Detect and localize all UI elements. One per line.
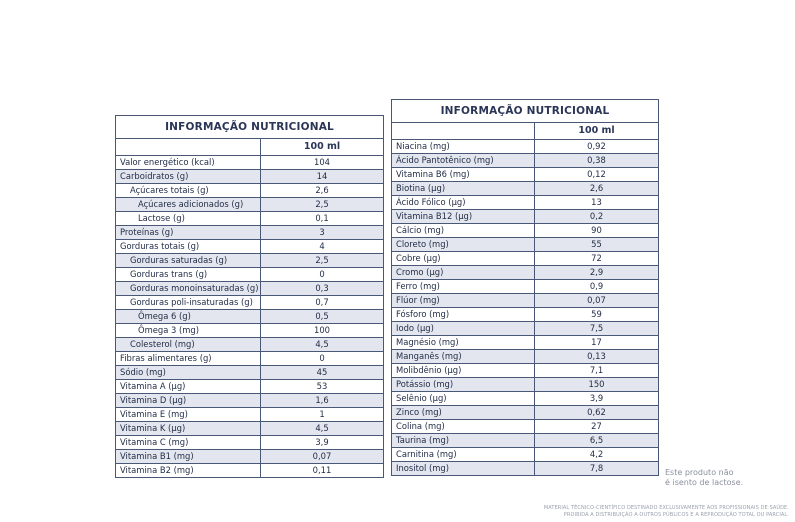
nutrient-value: 0 — [261, 352, 384, 366]
nutrient-value: 2,6 — [261, 184, 384, 198]
nutrient-value: 17 — [535, 336, 659, 350]
table-row — [116, 394, 384, 408]
nutrient-label: Niacina (mg) — [392, 140, 535, 154]
table-row — [116, 422, 384, 436]
nutrient-label: Gorduras totais (g) — [116, 240, 261, 254]
nutrient-value: 2,5 — [261, 254, 384, 268]
nutrient-value: 59 — [535, 308, 659, 322]
table-row — [392, 140, 659, 154]
header-blank — [392, 123, 535, 140]
nutrient-label: Iodo (μg) — [392, 322, 535, 336]
table-title: INFORMAÇÃO NUTRICIONAL — [392, 100, 659, 123]
nutrient-value: 14 — [261, 170, 384, 184]
table-row — [116, 352, 384, 366]
nutrient-value: 0,2 — [535, 210, 659, 224]
nutrient-label: Lactose (g) — [116, 212, 261, 226]
table-row — [392, 210, 659, 224]
nutrient-value: 2,6 — [535, 182, 659, 196]
nutrient-label: Sódio (mg) — [116, 366, 261, 380]
nutrient-value: 0,13 — [535, 350, 659, 364]
nutrient-label: Flúor (mg) — [392, 294, 535, 308]
table-row — [392, 224, 659, 238]
nutrient-label: Ácido Pantotênico (mg) — [392, 154, 535, 168]
table-row — [116, 450, 384, 464]
table-row — [116, 464, 384, 478]
table-row — [116, 408, 384, 422]
table-row — [116, 296, 384, 310]
nutrient-label: Inositol (mg) — [392, 462, 535, 476]
nutrient-value: 0,11 — [261, 464, 384, 478]
nutrient-label: Selênio (μg) — [392, 392, 535, 406]
column-header: 100 ml — [535, 123, 659, 140]
nutrient-value: 2,5 — [261, 198, 384, 212]
nutrient-value: 0,7 — [261, 296, 384, 310]
nutrient-value: 3,9 — [261, 436, 384, 450]
nutrient-label: Colina (mg) — [392, 420, 535, 434]
nutrient-value: 90 — [535, 224, 659, 238]
nutrient-label: Açúcares adicionados (g) — [116, 198, 261, 212]
table-title: INFORMAÇÃO NUTRICIONAL — [116, 116, 384, 139]
nutrient-label: Vitamina B2 (mg) — [116, 464, 261, 478]
nutrient-value: 0 — [261, 268, 384, 282]
nutrient-label: Gorduras saturadas (g) — [116, 254, 261, 268]
nutrient-value: 100 — [261, 324, 384, 338]
table-row — [116, 226, 384, 240]
table-row — [392, 182, 659, 196]
table-row — [392, 154, 659, 168]
nutrition-table-left — [115, 115, 384, 478]
nutrient-value: 150 — [535, 378, 659, 392]
nutrient-label: Ômega 3 (mg) — [116, 324, 261, 338]
nutrient-label: Molibdênio (μg) — [392, 364, 535, 378]
nutrient-label: Ferro (mg) — [392, 280, 535, 294]
nutrient-value: 3 — [261, 226, 384, 240]
nutrient-value: 0,92 — [535, 140, 659, 154]
table-row — [116, 212, 384, 226]
nutrient-label: Carnitina (mg) — [392, 448, 535, 462]
table-row — [116, 240, 384, 254]
disclaimer-footer — [544, 505, 789, 518]
nutrient-value: 4 — [261, 240, 384, 254]
table-row — [392, 322, 659, 336]
table-row — [392, 294, 659, 308]
nutrient-value: 4,5 — [261, 422, 384, 436]
nutrient-value: 0,62 — [535, 406, 659, 420]
nutrient-value: 7,5 — [535, 322, 659, 336]
table-row — [392, 238, 659, 252]
table-row — [116, 156, 384, 170]
nutrient-label: Valor energético (kcal) — [116, 156, 261, 170]
table-row — [116, 310, 384, 324]
table-row — [392, 462, 659, 476]
lactose-note-line2: é isento de lactose. — [665, 478, 744, 487]
table-row — [392, 308, 659, 322]
table-row — [116, 436, 384, 450]
nutrient-label: Biotina (μg) — [392, 182, 535, 196]
nutrient-label: Vitamina B1 (mg) — [116, 450, 261, 464]
table-row — [116, 268, 384, 282]
nutrient-value: 0,1 — [261, 212, 384, 226]
lactose-note — [665, 468, 743, 488]
nutrient-label: Vitamina C (mg) — [116, 436, 261, 450]
nutrient-value: 53 — [261, 380, 384, 394]
nutrient-label: Carboidratos (g) — [116, 170, 261, 184]
nutrient-value: 1,6 — [261, 394, 384, 408]
nutrient-label: Gorduras trans (g) — [116, 268, 261, 282]
nutrient-label: Açúcares totais (g) — [116, 184, 261, 198]
nutrient-label: Fósforo (mg) — [392, 308, 535, 322]
nutrient-value: 1 — [261, 408, 384, 422]
nutrient-label: Ácido Fólico (μg) — [392, 196, 535, 210]
table-row — [116, 170, 384, 184]
nutrient-value: 27 — [535, 420, 659, 434]
table-row — [392, 406, 659, 420]
nutrient-value: 0,9 — [535, 280, 659, 294]
disclaimer-line1: MATERIAL TÉCNICO-CIENTÍFICO DESTINADO EXCLUSIVAMENTE AOS PROFISSIONAIS DE SAÚDE. — [543, 505, 789, 511]
nutrient-label: Vitamina B6 (mg) — [392, 168, 535, 182]
nutrient-label: Vitamina K (μg) — [116, 422, 261, 436]
table-row — [392, 168, 659, 182]
nutrient-label: Gorduras monoinsaturadas (g) — [116, 282, 261, 296]
nutrient-label: Cálcio (mg) — [392, 224, 535, 238]
table-row — [392, 448, 659, 462]
nutrient-label: Fibras alimentares (g) — [116, 352, 261, 366]
nutrient-value: 6,5 — [535, 434, 659, 448]
nutrient-label: Potássio (mg) — [392, 378, 535, 392]
nutrient-value: 72 — [535, 252, 659, 266]
table-row — [392, 378, 659, 392]
nutrient-label: Taurina (mg) — [392, 434, 535, 448]
lactose-note-line1: Este produto não — [665, 468, 734, 477]
nutrient-value: 4,5 — [261, 338, 384, 352]
header-blank — [116, 139, 261, 156]
nutrient-label: Vitamina D (μg) — [116, 394, 261, 408]
nutrient-value: 0,5 — [261, 310, 384, 324]
table-row — [116, 324, 384, 338]
nutrient-value: 104 — [261, 156, 384, 170]
table-row — [392, 364, 659, 378]
nutrient-label: Gorduras poli-insaturadas (g) — [116, 296, 261, 310]
nutrition-table-right — [391, 99, 659, 476]
nutrient-label: Colesterol (mg) — [116, 338, 261, 352]
table-row — [392, 252, 659, 266]
table-row — [392, 420, 659, 434]
table-row — [392, 434, 659, 448]
nutrient-label: Manganês (mg) — [392, 350, 535, 364]
table-row — [392, 266, 659, 280]
nutrient-label: Proteínas (g) — [116, 226, 261, 240]
nutrient-value: 3,9 — [535, 392, 659, 406]
table-row — [116, 198, 384, 212]
nutrient-value: 7,8 — [535, 462, 659, 476]
nutrient-label: Cobre (μg) — [392, 252, 535, 266]
nutrient-label: Vitamina E (mg) — [116, 408, 261, 422]
nutrient-value: 7,1 — [535, 364, 659, 378]
nutrient-value: 0,07 — [261, 450, 384, 464]
table-row — [116, 254, 384, 268]
nutrient-value: 4,2 — [535, 448, 659, 462]
table-row — [392, 350, 659, 364]
nutrient-value: 45 — [261, 366, 384, 380]
table-row — [116, 366, 384, 380]
column-header: 100 ml — [261, 139, 384, 156]
nutrient-label: Vitamina B12 (μg) — [392, 210, 535, 224]
nutrient-value: 0,38 — [535, 154, 659, 168]
nutrient-label: Ômega 6 (g) — [116, 310, 261, 324]
table-row — [392, 280, 659, 294]
table-row — [116, 282, 384, 296]
table-row — [116, 338, 384, 352]
disclaimer-line2: PROIBIDA A DISTRIBUIÇÃO A OUTROS PÚBLICOS E A REPRODUÇÃO TOTAL OU PARCIAL. — [563, 511, 789, 518]
nutrient-label: Magnésio (mg) — [392, 336, 535, 350]
nutrient-label: Cromo (μg) — [392, 266, 535, 280]
nutrient-value: 13 — [535, 196, 659, 210]
table-row — [392, 196, 659, 210]
nutrient-label: Vitamina A (μg) — [116, 380, 261, 394]
nutrient-value: 55 — [535, 238, 659, 252]
nutrient-label: Zinco (mg) — [392, 406, 535, 420]
nutrient-value: 0,07 — [535, 294, 659, 308]
table-row — [116, 380, 384, 394]
nutrient-value: 0,3 — [261, 282, 384, 296]
nutrient-label: Cloreto (mg) — [392, 238, 535, 252]
nutrient-value: 0,12 — [535, 168, 659, 182]
table-row — [116, 184, 384, 198]
nutrient-value: 2,9 — [535, 266, 659, 280]
table-row — [392, 336, 659, 350]
table-row — [392, 392, 659, 406]
